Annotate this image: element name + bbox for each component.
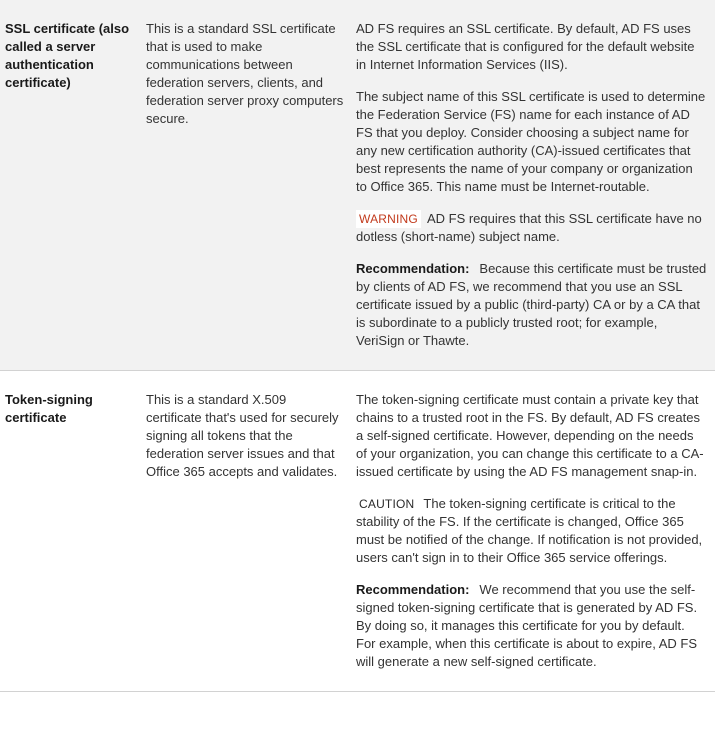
certificate-notes-cell: [350, 371, 715, 692]
notes-paragraph: The subject name of this SSL certificate is used to determine the Federation Service (FS) name for each instance of AD FS that you deploy. Consider choosing a subject name for any new certification authority (CA)-issued certificates that best represents the name of your company or organization to Office 365. This name must be Internet-routable.: [356, 89, 706, 194]
recommendation-label: Recommendation:: [356, 582, 470, 597]
notes-paragraph: AD FS requires an SSL certificate. By default, AD FS uses the SSL certificate that is configured for the default website in Internet Information Services (IIS).: [356, 21, 695, 72]
caution-text: The token-signing certificate is critical to the stability of the FS. If the certificate is changed, Office 365 must be notified of the change. If notification is not provided, users can't sign in to their Office 365 service offerings.: [356, 496, 703, 565]
recommendation: [356, 581, 707, 671]
certificate-notes-cell: [350, 0, 715, 371]
certificate-name: SSL certificate (also called a server authentication certificate): [5, 21, 130, 90]
warning-text: AD FS requires that this SSL certificate have no dotless (short-name) subject name.: [356, 211, 702, 244]
certificate-description-cell: [140, 371, 350, 692]
recommendation-text: Because this certificate must be trusted by clients of AD FS, we recommend that you use an SSL certificate issued by a public (third-party) CA or by a CA that is subordinate to a publicly trusted root; for example, VeriSign or Thawte.: [356, 261, 707, 348]
recommendation-label: Recommendation:: [356, 261, 470, 276]
table-row-ssl-certificate: [0, 0, 715, 371]
certificate-name-cell: [0, 0, 140, 371]
certificate-name: Token-signing certificate: [5, 392, 93, 425]
warning-label: WARNING: [356, 210, 421, 228]
warning-alert: [356, 210, 707, 246]
recommendation-text: We recommend that you use the self-signed token-signing certificate that is generated by AD FS. By doing so, it manages this certificate for you by default. For example, when this certificate is about to expire, AD FS will generate a new self-signed certificate.: [356, 582, 698, 669]
certificate-description: This is a standard X.509 certificate that's used for securely signing all tokens that the federation server issues and that Office 365 accepts and validates.: [146, 392, 339, 479]
recommendation: [356, 260, 707, 350]
certificate-name-cell: [0, 371, 140, 692]
certificate-description: This is a standard SSL certificate that is used to make communications between federation servers, clients, and federation server proxy computers secure.: [146, 21, 344, 126]
caution-label: CAUTION: [356, 495, 417, 513]
certificate-description-cell: [140, 0, 350, 371]
notes-paragraph: The token-signing certificate must contain a private key that chains to a trusted root in the FS. By default, AD FS creates a self-signed certificate. However, depending on the needs of your organization, you can change this certificate to a CA-issued certificate by using the AD FS management snap-in.: [356, 392, 704, 479]
caution-alert: [356, 495, 707, 567]
table-row-token-signing-certificate: [0, 371, 715, 692]
